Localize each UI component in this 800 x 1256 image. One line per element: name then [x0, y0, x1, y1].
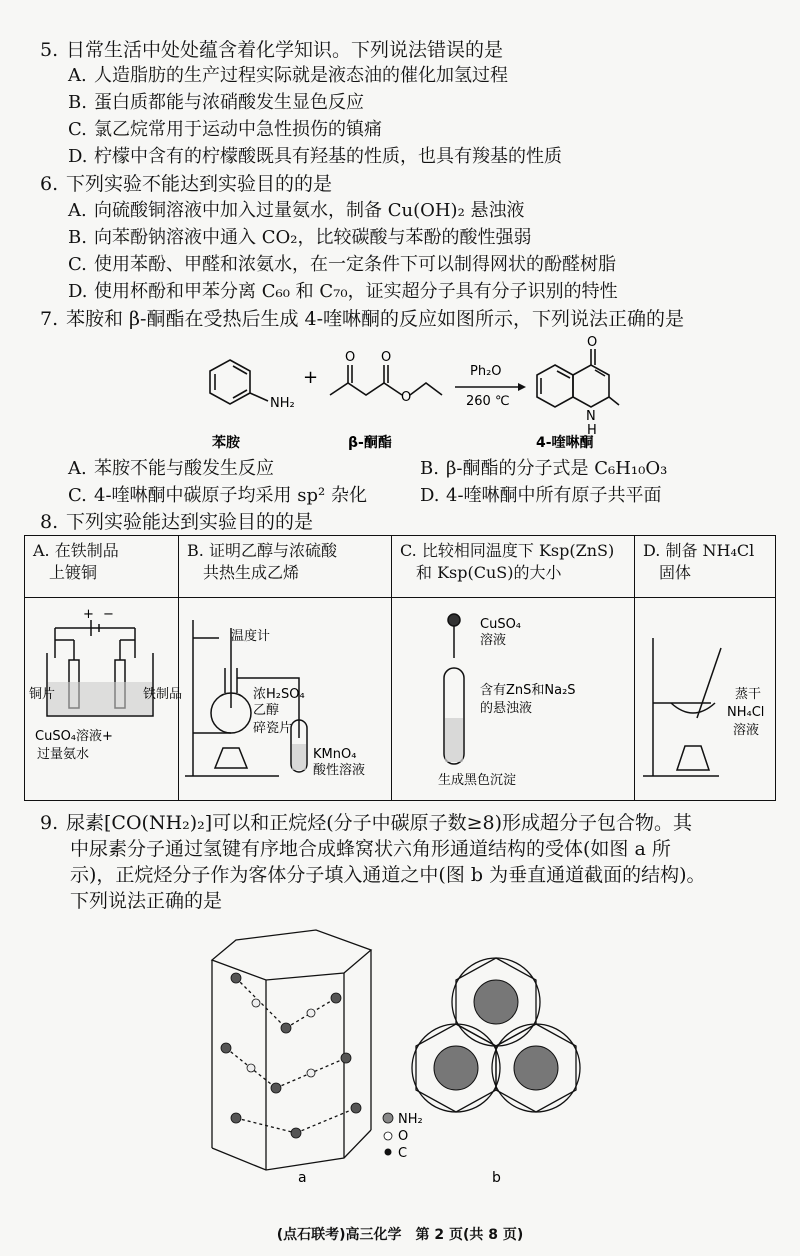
option-label: D. [68, 281, 88, 302]
name-aniline: 苯胺 [212, 435, 240, 451]
reaction-arrow [455, 383, 526, 391]
q6-option-c [68, 253, 616, 277]
cell-line2: 固体 [659, 563, 692, 582]
ethanol-label: 乙醇 [253, 703, 280, 718]
quinolone-structure [537, 349, 619, 407]
nh4cl-label: NH₄Cl [727, 705, 765, 720]
q6-option-a [68, 199, 525, 223]
option-label: C. [68, 254, 87, 275]
option-label: B. [68, 92, 87, 113]
q5-number: 5. [40, 39, 59, 61]
option-text: 4-喹啉酮中所有原子共平面 [446, 485, 662, 506]
q9-number: 9. [40, 812, 59, 834]
cell-d-header [635, 536, 776, 598]
q9-text-line: 尿素[CO(NH₂)₂]可以和正烷烃(分子中碳原子数≥8)形成超分子包合物。其 [66, 812, 693, 834]
option-label: D. [420, 485, 440, 506]
option-text: 使用苯酚、甲醛和浓氨水，在一定条件下可以制得网状的酚醛树脂 [94, 254, 616, 275]
reagent-top: Ph₂O [470, 364, 502, 379]
ethylene-apparatus-figure [179, 598, 391, 794]
figure-b-cell [179, 598, 392, 801]
cell-a-header [25, 536, 179, 598]
kmno4-label: KMnO₄ [313, 747, 357, 762]
option-text: 柠檬中含有的柠檬酸既具有羟基的性质，也具有羧基的性质 [94, 146, 562, 167]
q6-option-d [68, 280, 618, 304]
evaporation-figure [635, 598, 775, 794]
name-ketoester: β-酮酯 [348, 435, 392, 451]
cell-c-header [392, 536, 635, 598]
page-footer: (点石联考)高三化学 第 2 页(共 8 页) [276, 1227, 524, 1243]
q8-stem-text: 下列实验能达到实验目的的是 [66, 511, 314, 533]
cuso4-label: CuSO₄ [480, 617, 522, 632]
option-text: 苯胺不能与酸发生反应 [94, 458, 274, 479]
q7-stem-text: 苯胺和 β-酮酯在受热后生成 4-喹啉酮的反应如图所示，下列说法正确的是 [66, 308, 684, 330]
quinolone-n-label: N [586, 409, 596, 424]
option-text: 使用杯酚和甲苯分离 C₆₀ 和 C₇₀，证实超分子具有分子识别的特性 [94, 281, 618, 302]
thermometer-label: 温度计 [231, 629, 271, 644]
caption-a: a [298, 1170, 307, 1186]
q5-stem-text: 日常生活中处处蕴含着化学知识。下列说法错误的是 [66, 39, 504, 61]
q7-option-c [68, 484, 367, 508]
iron-label: 铁制品 [143, 687, 183, 702]
option-label: B. [68, 227, 87, 248]
anode-plus: + [83, 607, 94, 622]
option-text: β-酮酯的分子式是 C₆H₁₀O₃ [446, 458, 668, 479]
cell-line1: 在铁制品 [54, 541, 119, 560]
q6-option-b [68, 226, 531, 250]
table-header-row [25, 536, 776, 598]
cell-label: C. [400, 541, 417, 560]
option-label: C. [68, 485, 87, 506]
option-text: 人造脂肪的生产过程实际就是液态油的催化加氢过程 [94, 65, 508, 86]
q9-line-4: 下列说法正确的是 [70, 890, 223, 912]
cathode-minus: − [103, 607, 114, 622]
table-figure-row [25, 598, 776, 801]
q5-option-a [68, 64, 508, 88]
nh2-label: NH₂ [270, 396, 295, 411]
cell-label: B. [187, 541, 204, 560]
q5-option-d [68, 145, 562, 169]
figure-a-cell [25, 598, 183, 801]
figure-c-cell [392, 598, 635, 801]
option-text: 氯乙烷常用于运动中急性损伤的镇痛 [94, 119, 382, 140]
suspension-label-2: 的悬浊液 [480, 701, 533, 716]
cell-label: D. [643, 541, 661, 560]
solution-label-2: 过量氨水 [37, 747, 90, 762]
urea-inclusion-figure [196, 918, 616, 1190]
option-label: A. [68, 458, 87, 479]
option-label: D. [68, 146, 88, 167]
cell-line1: 制备 NH₄Cl [665, 541, 755, 560]
plus-sign: + [303, 367, 319, 388]
reaction-scheme [200, 335, 620, 457]
suspension-label-1: 含有ZnS和Na₂S [480, 683, 576, 698]
q6-number: 6. [40, 173, 59, 195]
cell-line2: 和 Ksp(CuS)的大小 [416, 563, 562, 582]
q5-stem [40, 38, 503, 62]
q9-line-3: 示)，正烷烃分子作为客体分子填入通道之中(图 b 为垂直通道截面的结构)。 [70, 864, 706, 886]
cell-line1: 比较相同温度下 Ksp(ZnS) [421, 541, 615, 560]
caption-b: b [492, 1170, 501, 1186]
cell-label: A. [33, 541, 50, 560]
atom-legend [383, 1112, 423, 1161]
reagent-bottom: 260 ℃ [466, 394, 510, 409]
cell-line1: 证明乙醇与浓硫酸 [208, 541, 337, 560]
copper-label: 铜片 [29, 687, 56, 702]
ketoester-structure [330, 365, 442, 395]
cell-b-header [179, 536, 392, 598]
cuso4-solution-label: 溶液 [480, 633, 507, 648]
q5-option-c [68, 118, 382, 142]
figure-d-cell [635, 598, 776, 801]
legend-nh2: NH₂ [398, 1112, 423, 1127]
keto-o-label: O [345, 350, 356, 365]
cell-line2: 上镀铜 [49, 563, 98, 582]
black-precipitate-label: 生成黑色沉淀 [438, 773, 517, 788]
q7-option-d [420, 484, 662, 508]
aniline-structure [210, 360, 268, 404]
legend-c: C [398, 1146, 408, 1161]
evaporate-label: 蒸干 [735, 687, 762, 702]
option-text: 向硫酸铜溶液中加入过量氨水，制备 Cu(OH)₂ 悬浊液 [94, 200, 525, 221]
ether-o-label: O [401, 390, 412, 405]
option-text: 4-喹啉酮中碳原子均采用 sp² 杂化 [94, 485, 367, 506]
ester-o-label: O [381, 350, 392, 365]
q8-stem [40, 510, 313, 534]
option-label: C. [68, 119, 87, 140]
solution-label: 溶液 [733, 723, 760, 738]
option-text: 蛋白质都能与浓硝酸发生显色反应 [94, 92, 364, 113]
option-label: A. [68, 65, 87, 86]
porcelain-chip-label: 碎瓷片 [253, 721, 293, 736]
option-label: B. [420, 458, 439, 479]
q5-option-b [68, 91, 364, 115]
solution-label-1: CuSO₄溶液+ [35, 729, 113, 744]
legend-o: O [398, 1129, 409, 1144]
experiment-table [24, 535, 776, 801]
q8-number: 8. [40, 511, 59, 533]
cell-line2: 共热生成乙烯 [203, 563, 300, 582]
quinolone-o-label: O [587, 335, 598, 350]
kmno4-acid-label: 酸性溶液 [313, 763, 366, 778]
q7-number: 7. [40, 308, 59, 330]
q7-stem [40, 307, 684, 331]
q9-line-1 [40, 810, 692, 836]
name-quinolone: 4-喹啉酮 [536, 435, 594, 451]
sulfuric-acid-label: 浓H₂SO₄ [253, 687, 305, 702]
option-text: 向苯酚钠溶液中通入 CO₂，比较碳酸与苯酚的酸性强弱 [94, 227, 532, 248]
quinolone-h-label: H [587, 423, 597, 438]
ksp-comparison-figure [392, 598, 634, 794]
q7-option-a [68, 457, 274, 481]
q7-option-b [420, 457, 667, 481]
q6-stem-text: 下列实验不能达到实验目的的是 [66, 173, 333, 195]
q9-line-2: 中尿素分子通过氢键有序地合成蜂窝状六角形通道结构的受体(如图 a 所 [70, 838, 671, 860]
figure-a-atoms [221, 973, 361, 1138]
q6-stem [40, 172, 332, 196]
option-label: A. [68, 200, 87, 221]
electroplating-figure [25, 598, 183, 794]
